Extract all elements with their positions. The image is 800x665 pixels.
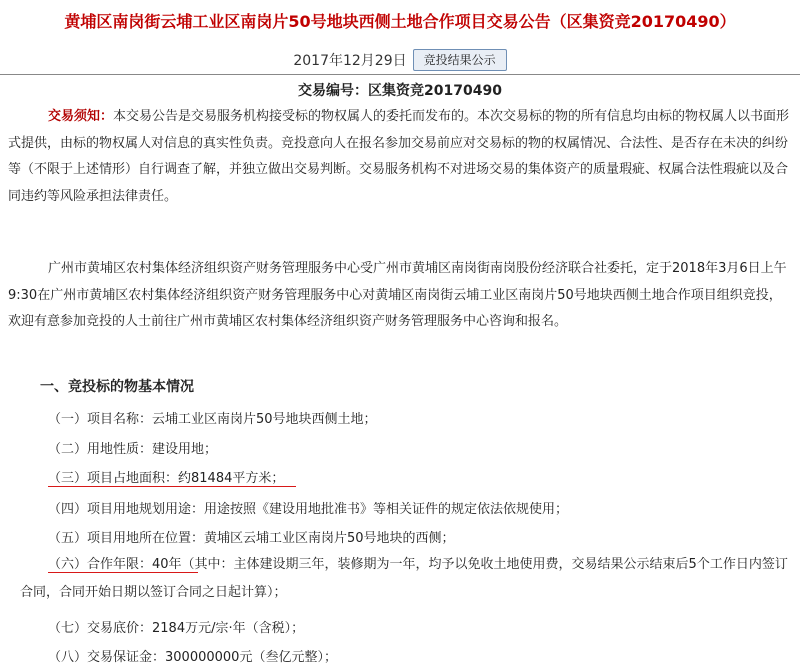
notice-meta (0, 48, 800, 72)
area-underline (48, 486, 296, 487)
result-publicity-button[interactable]: 竞投结果公示 (413, 49, 507, 71)
list-item: （一）项目名称：云埔工业区南岗片50号地块西侧土地； (48, 412, 377, 427)
notice-paragraph (8, 104, 790, 210)
notice-title: 黄埔区南岗街云埔工业区南岗片50号地块西侧土地合作项目交易公告（区集资竞20170490） (64, 12, 736, 31)
divider (0, 74, 800, 75)
list-item: （五）项目用地所在位置：黄埔区云埔工业区南岗片50号地块的西侧； (48, 531, 455, 546)
term-underline (48, 572, 198, 573)
notice-label: 交易须知： (48, 109, 114, 124)
list-item: （二）用地性质：建设用地； (48, 442, 218, 457)
list-item: （七）交易底价：2184万元/宗·年（含税）； (48, 621, 305, 636)
intro-paragraph: 广州市黄埔区农村集体经济组织资产财务管理服务中心受广州市黄埔区南岗街南岗股份经济联合社委托，定于2018年3月6日上午9:30在广州市黄埔区农村集体经济组织资产财务管理服务中心对黄埔区南岗街云埔工业区南岗片50号地块西侧土地合作项目组织竞投，欢迎有意参加竞投的人士前往广州市黄埔区农村集体经济组织资产财务管理服务中心咨询和报名。 (8, 261, 787, 329)
list-item: （八）交易保证金：300000000元（叁亿元整）； (48, 650, 337, 665)
trade-number: 交易编号：区集资竞20170490 (298, 83, 502, 99)
list-item: （六）合作年限：40年（其中：主体建设期三年，装修期为一年，均予以免收土地使用费，交易结果公示结束后5个工作日内签订合同，合同开始日期以签订合同之日起计算）； (20, 557, 788, 600)
publish-date: 2017年12月29日 (293, 53, 407, 69)
notice-text: 本交易公告是交易服务机构接受标的物权属人的委托而发布的。本次交易标的物的所有信息均由标的物权属人以书面形式提供，由标的物权属人对信息的真实性负责。竞投意向人在报名参加交易前应对交易标的物的权属情况、合法性、是否存在未决的纠纷等（不限于上述情形）自行调查了解，并独立做出交易判断。交易服务机构不对进场交易的集体资产的质量瑕疵、权属合法性瑕疵以及合同违约等风险承担法律责任。 (8, 109, 790, 204)
list-item: （三）项目占地面积：约81484平方米； (48, 471, 285, 486)
section-heading: 一、竞投标的物基本情况 (40, 379, 194, 395)
list-item: （四）项目用地规划用途：用途按照《建设用地批准书》等相关证件的规定依法依规使用； (48, 502, 569, 517)
